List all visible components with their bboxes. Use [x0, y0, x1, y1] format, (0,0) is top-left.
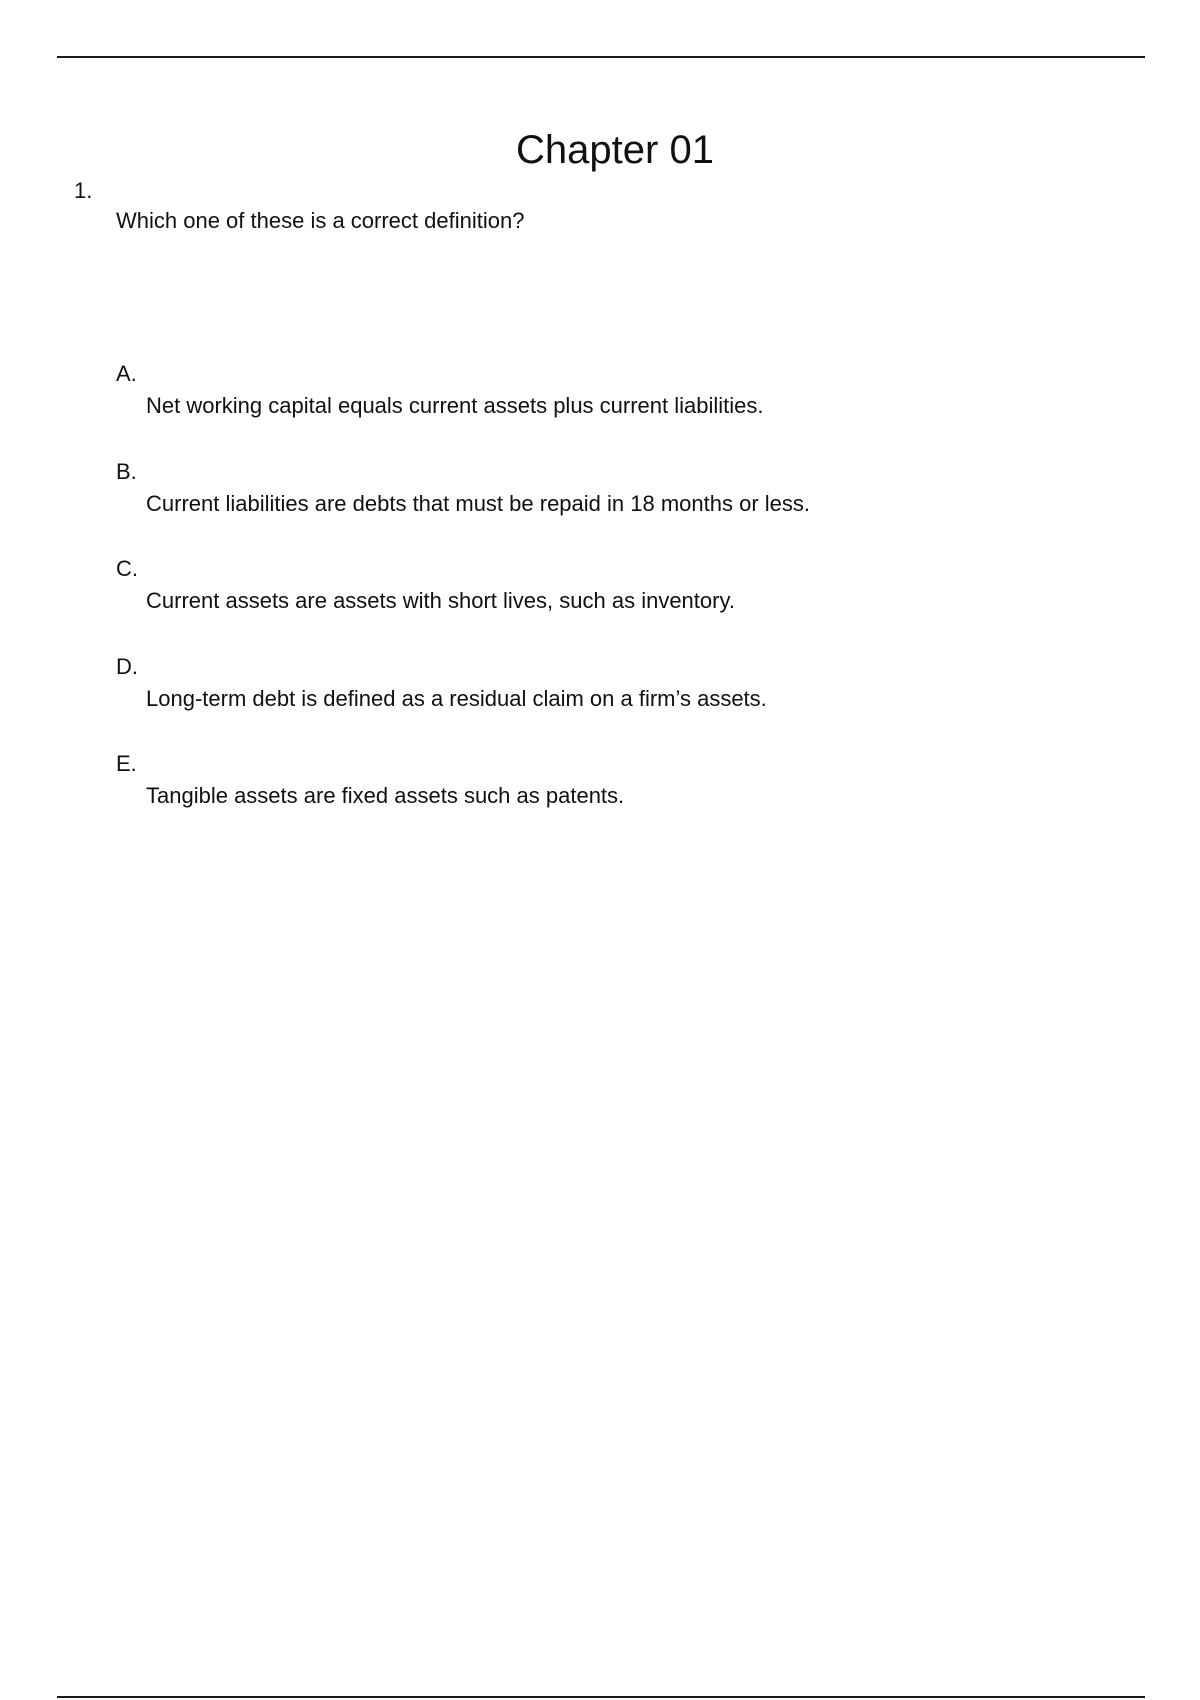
question-number: 1.	[74, 178, 93, 203]
option-b	[116, 459, 1116, 557]
option-letter: B.	[116, 458, 137, 484]
option-text: Current liabilities are debts that must be repaid in 18 months or less.	[146, 490, 810, 516]
option-text: Tangible assets are fixed assets such as patents.	[146, 783, 625, 808]
option-text: Long-term debt is defined as a residual claim on a firm’s assets.	[146, 685, 767, 711]
option-c	[116, 556, 1116, 654]
option-text: Current assets are assets with short lives, such as inventory.	[146, 588, 735, 613]
top-rule	[57, 56, 1145, 58]
option-letter: E.	[116, 751, 137, 776]
bottom-rule	[57, 1696, 1145, 1698]
option-a	[116, 361, 1116, 459]
question-text: Which one of these is a correct definition?	[116, 208, 525, 233]
answer-options	[116, 361, 1116, 849]
option-letter: C.	[116, 556, 138, 581]
option-text: Net working capital equals current assets plus current liabilities.	[146, 393, 764, 418]
option-letter: A.	[116, 361, 137, 386]
option-d	[116, 654, 1116, 752]
option-e	[116, 751, 1116, 849]
page-title: Chapter 01	[516, 128, 714, 172]
option-letter: D.	[116, 653, 138, 679]
